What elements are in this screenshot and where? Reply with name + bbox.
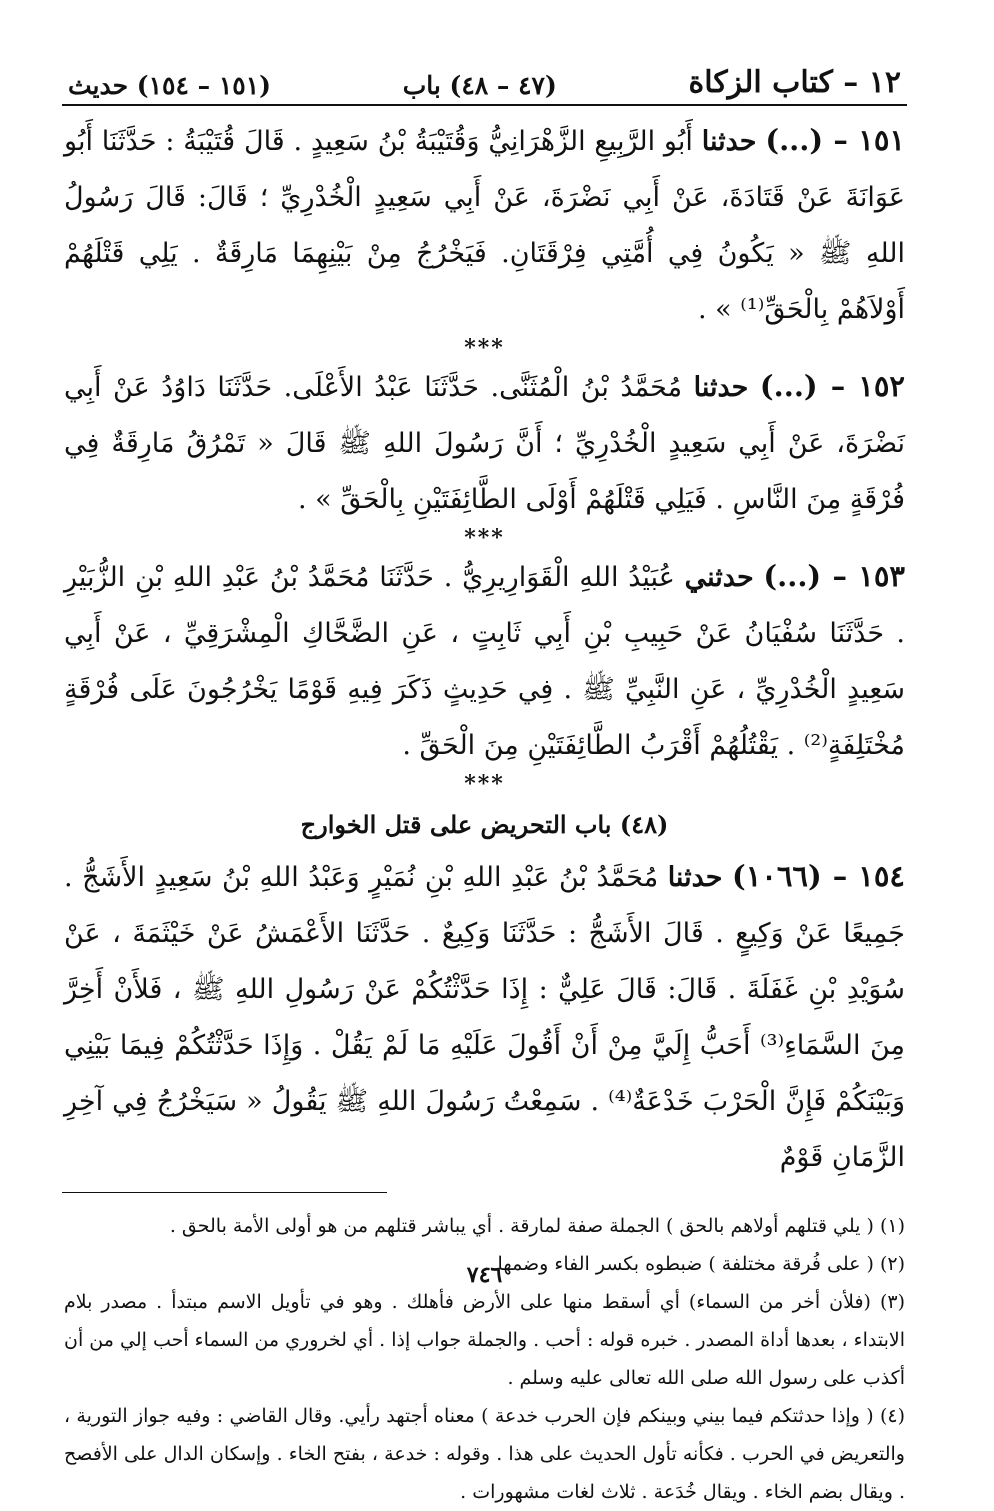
header-bab-range: (٤٧ – ٤٨) باب bbox=[402, 71, 557, 100]
footnote-4: (٤) ( وإذا حدثتكم فيما بيني وبينكم فإن الحرب خدعة ) معناه أجتهد رأيي. وقال القاضي : وفيه جواز التورية ، والتعريض في الحرب . فكأنه تأول الحديث على هذا . وقوله : خدعة ، بفتح الخاء . وإسكان الدال على الأفصح . ويقال بضم الخاء . ويقال خُدَعة . ثلاث لغات مشهورات . bbox=[64, 1405, 905, 1503]
hadith-text: مُحَمَّدُ بْنُ الْمُثَنَّى. حَدَّثَنَا عَبْدُ الأَعْلَى. حَدَّثَنَا دَاوُدُ عَنْ أَبِي نَضْرَةَ، عَنْ أَبِي سَعِيدٍ الْخُدْرِيِّ ؛ أَنَّ رَسُولَ اللهِ ﷺ قَالَ « تَمْرُقُ مَارِقَةٌ فِي فُرْقَةٍ مِنَ النَّاسِ . فَيَلِي قَتْلَهُمْ أَوْلَى الطَّائِفَتَيْنِ بِالْحَقِّ » . bbox=[64, 372, 905, 515]
hadith-number: ١٥٣ – (...) bbox=[763, 559, 905, 593]
running-header bbox=[62, 58, 907, 106]
header-chapter: ١٢ – كتاب الزكاة bbox=[688, 65, 901, 100]
hadith-haddatha: حدثني bbox=[684, 562, 754, 593]
footnote-divider bbox=[62, 1192, 387, 1193]
header-hadith-range: (١٥١ – ١٥٤) حديث bbox=[68, 71, 271, 100]
page-number: ٧٤٦ bbox=[466, 1262, 503, 1288]
footnote-1: (١) ( يلي قتلهم أولاهم بالحق ) الجملة صفة لمارقة . أي يباشر قتلهم من هو أولى الأمة بالحق . bbox=[169, 1215, 905, 1237]
separator-stars: *** bbox=[464, 335, 505, 361]
hadith-text: عُبَيْدُ اللهِ الْقَوَارِيرِيُّ . حَدَّثَنَا مُحَمَّدُ بْنُ عَبْدِ اللهِ بْنِ الزُّبَيْرِ . حَدَّثَنَا سُفْيَانُ عَنْ حَبِيبِ بْنِ أَبِي ثَابِتٍ ، عَنِ الضَّحَّاكِ الْمِشْرَقِيِّ ، عَنْ أَبِي سَعِيدٍ الْخُدْرِيِّ ، عَنِ النَّبِيِّ ﷺ . فِي حَدِيثٍ ذَكَرَ فِيهِ قَوْمًا يَخْرُجُونَ عَلَى فُرْقَةٍ مُخْتَلِفَةٍ⁽²⁾ . يَقْتُلُهُمْ أَقْرَبُ الطَّائِفَتَيْنِ مِنَ الْحَقِّ . bbox=[64, 562, 905, 761]
separator-stars: *** bbox=[464, 525, 505, 551]
hadith-152 bbox=[62, 358, 907, 528]
hadith-text: مُحَمَّدُ بْنُ عَبْدِ اللهِ بْنِ نُمَيْرٍ وَعَبْدُ اللهِ بْنُ سَعِيدٍ الأَشَجُّ . جَمِيعًا عَنْ وَكِيعٍ . قَالَ الأَشَجُّ : حَدَّثَنَا وَكِيعٌ . حَدَّثَنَا الأَعْمَشُ عَنْ خَيْثَمَةَ ، عَنْ سُوَيْدِ بْنِ غَفَلَةَ . قَالَ: قَالَ عَلِيٌّ : إِذَا حَدَّثْتُكُمْ عَنْ رَسُولِ اللهِ ﷺ ، فَلأَنْ أَخِرَّ مِنَ السَّمَاءِ⁽³⁾ أَحَبُّ إِلَيَّ مِنْ أَنْ أَقُولَ عَلَيْهِ مَا لَمْ يَقُلْ . وَإِذَا حَدَّثْتُكُمْ فِيمَا بَيْنِي وَبَيْنَكُمْ فَإِنَّ الْحَرْبَ خَدْعَةٌ⁽⁴⁾ . سَمِعْتُ رَسُولَ اللهِ ﷺ يَقُولُ « سَيَخْرُجُ فِي آخِرِ الزَّمَانِ قَوْمٌ bbox=[64, 862, 906, 1173]
separator-stars: *** bbox=[464, 771, 505, 797]
hadith-number: ١٥٤ – (١٠٦٦) bbox=[731, 859, 905, 893]
hadith-haddatha: حدثنا bbox=[667, 862, 723, 893]
document-page bbox=[62, 58, 907, 1503]
footnote-2: (٢) ( على فُرقة مختلفة ) ضبطوه بكسر الفاء وضمها . bbox=[485, 1253, 905, 1275]
hadith-text: أَبُو الرَّبِيعِ الزَّهْرَانِيُّ وَقُتَيْبَةُ بْنُ سَعِيدٍ . قَالَ قُتَيْبَةُ : حَدَّثَنَا أَبُو عَوَانَةَ عَنْ قَتَادَةَ، عَنْ أَبِي نَضْرَةَ، عَنْ أَبِي سَعِيدٍ الْخُدْرِيِّ ؛ قَالَ: قَالَ رَسُولُ اللهِ ﷺ « يَكُونُ فِي أُمَّتِي فِرْقَتَانِ. فَيَخْرُجُ مِنْ بَيْنِهِمَا مَارِقَةٌ . يَلِي قَتْلَهُمْ أَوْلاَهُمْ بِالْحَقِّ⁽¹⁾ » . bbox=[64, 126, 906, 325]
footnotes bbox=[62, 1207, 907, 1511]
footnote-3: (٣) (فلأن أخر من السماء) أي أسقط منها على الأرض فأهلك . وهو في تأويل الاسم مبتدأ . مصدر بلام الابتداء ، بعدها أداة المصدر . خبره قوله : أحب . والجملة جواب إذا . أي لخروري من السماء أحب إلي من أن أكذب على رسول الله صلى الله تعالى عليه وسلم . bbox=[64, 1291, 905, 1389]
hadith-number: ١٥٢ – (...) bbox=[759, 369, 905, 403]
hadith-haddatha: حدثنا bbox=[701, 126, 757, 157]
hadith-151 bbox=[62, 112, 907, 338]
hadith-number: ١٥١ – (...) bbox=[765, 123, 905, 157]
hadith-153 bbox=[62, 548, 907, 774]
hadith-haddatha: حدثنا bbox=[693, 372, 749, 403]
hadith-154 bbox=[62, 848, 907, 1186]
bab-title: (٤٨) باب التحريض على قتل الخوارج bbox=[300, 810, 669, 839]
